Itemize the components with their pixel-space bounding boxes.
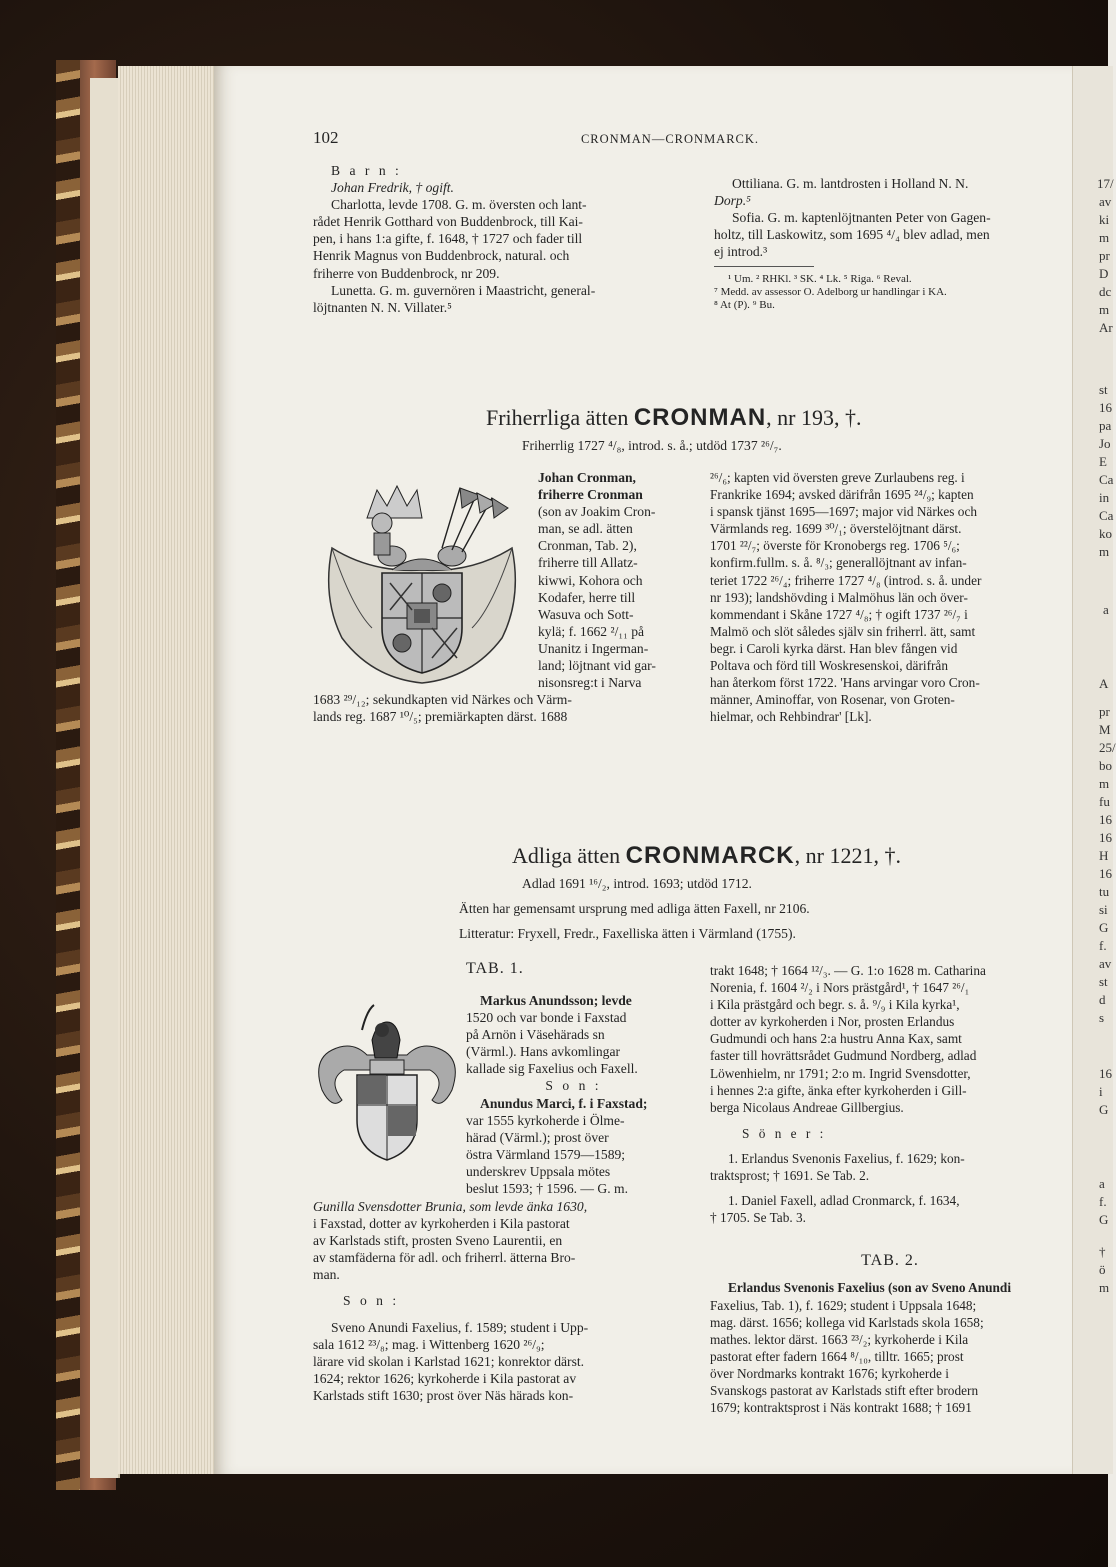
next-page-fragment: ö [1099,1262,1106,1277]
text-line: friherre till Allatz- [538,555,638,571]
next-page-fragment: G [1099,1212,1109,1227]
cronman-coat-of-arms-icon [312,478,532,692]
next-page-fragment: m [1099,230,1110,245]
text-line: Poltava och förd till Woskresenskoi, därifrån [710,658,948,674]
next-page-fragment: Jo [1099,436,1111,451]
tab2-heading: TAB. 2. [861,1252,919,1270]
text-line: ²⁶/₆; kapten vid översten greve Zurlaubens reg. i [710,470,965,485]
text-line: lärare vid skolan i Karlstad 1621; konrektor därst. [313,1353,585,1369]
cronman-left-narrow [538,469,681,691]
next-page-fragment: m [1099,544,1110,559]
text-line: Johan Fredrik, † ogift. [331,180,454,196]
next-page-fragment: ki [1099,212,1110,227]
next-page-fragment: G [1099,1102,1109,1117]
next-page-fragment: a [1099,1176,1105,1191]
text-line: Ottiliana. G. m. lantdrosten i Holland N. N. [732,176,969,191]
text-line: berga Nicolaus Andreae Gillbergius. [710,1099,904,1115]
next-page-fragment: f. [1099,1194,1107,1209]
text-line: 1683 ²⁹/₁₂; sekundkapten vid Närkes och Värm- [313,692,572,707]
next-page-fragment: pa [1099,418,1112,433]
text-line: friherre von Buddenbrock, nr 209. [313,265,500,281]
next-page-fragment: m [1099,1280,1110,1295]
cronmarck-left-full [313,1198,681,1404]
text-line: pen, i hans 1:a gifte, f. 1648, † 1727 och fader till [313,231,583,247]
next-page-fragment: Ca [1099,472,1114,487]
text-line: 1. Daniel Faxell, adlad Cronmarck, f. 1634, [728,1193,960,1209]
text-line: Johan Cronman, [538,470,636,485]
text-line: över Nordmarks kontrakt 1676; kyrkoherde i [710,1365,949,1381]
text-line: kallade sig Faxelius och Faxell. [466,1061,638,1077]
text-line: kylä; f. 1662 ²/₁₁ på [538,623,645,639]
section-heading-cronman [486,404,862,432]
text-line: dotter av kyrkoherden i Nor, prosten Erlandus [710,1014,955,1030]
text-line: nr 193); landshövding i Malmöhus län och över- [710,589,968,605]
next-page-fragment: A [1099,676,1109,691]
text-line: hielmar, och Rehbindrar' [Lk]. [710,709,872,725]
text-line: Värmlands reg. 1699 ³⁰/₁; överstelöjtnant därst. [710,521,962,537]
text-line: sala 1612 ²³/₈; mag. i Wittenberg 1620 ²⁶/₉; [313,1336,545,1352]
next-page-fragment: f. [1099,938,1107,953]
text-line: Frankrike 1694; avsked därifrån 1695 ²⁴/₉; kapten [710,487,974,503]
text-line: Unanitz i Ingerman- [538,640,649,656]
text-line: rådet Henrik Gotthard von Buddenbrock, till Kai- [313,214,583,230]
cronman-right-column [710,469,1070,725]
section-subtitle: Friherrlig 1727 ⁴/₈, introd. s. å.; utdöd 1737 ²⁶/₇. [522,438,782,453]
cronman-left-full [313,691,681,725]
text-line: man. [313,1267,340,1283]
next-page-fragment: 17/ [1097,176,1114,191]
top-left-column [313,162,683,316]
footnote: ⁷ Medd. av assessor O. Adelborg ur handlingar i KA. [714,286,947,299]
heading-prefix: Friherrliga ätten [486,405,629,430]
text-line: i Kila prästgård och begr. s. å. ⁹/₉ i Kila kyrka¹, [710,997,960,1013]
next-page-fragment: H [1099,848,1109,863]
heading-suffix: , nr 1221, †. [794,843,901,868]
next-page-fragment: st [1099,382,1108,397]
text-line: holtz, till Laskowitz, som 1695 ⁴/₄ blev adlad, men [714,227,990,243]
next-page-fragment: av [1099,194,1112,209]
running-head: CRONMAN—CRONMARCK. [580,132,760,146]
section-note: Ätten har gemensamt ursprung med adliga ätten Faxell, nr 2106. [459,901,810,916]
text-line: man, se adl. ätten [538,521,633,537]
text-line: var 1555 kyrkoherde i Ölme- [466,1112,625,1128]
next-page-fragment: st [1099,974,1108,989]
text-line: männer, Aminoffar, von Rosenar, von Groten- [710,692,955,708]
text-line: Löwenhielm, nr 1791; 2:o m. Ingrid Svensdotter, [710,1065,971,1081]
next-page-fragment: 16 [1099,812,1112,827]
next-page-fragment: s [1099,1010,1105,1025]
son-heading: S o n : [343,1293,400,1309]
cronmarck-coat-of-arms-icon [312,1000,462,1165]
next-page-fragment: m [1099,302,1110,317]
text-line: Malmö och slöt således själv sin friherrl. ätt, samt [710,623,976,639]
text-line: Markus Anundsson; levde [480,993,632,1008]
text-line: i spansk tjänst 1695—1697; major vid Närkes och [710,504,978,520]
text-line: av stamfäderna för adl. och friherrl. ätterna Bro- [313,1250,576,1266]
text-line: lands reg. 1687 ¹⁰/₅; premiärkapten därst. 1688 [313,709,568,725]
next-page-fragment: m [1099,776,1110,791]
footnote: ¹ Um. ² RHKl. ³ SK. ⁴ Lk. ⁵ Riga. ⁶ Reval. [728,273,912,286]
next-page-fragment: d [1099,992,1106,1007]
text-line: pastorat efter fadern 1664 ⁸/₁₀, tilltr. 1665; prost [710,1348,964,1364]
next-page-fragment: 16 [1099,400,1112,415]
text-line: i hennes 2:a gifte, änka efter kyrkoherden i Gill- [710,1082,967,1098]
next-page-fragment: Ar [1099,320,1113,335]
text-line: traktsprost; † 1691. Se Tab. 2. [710,1168,870,1184]
next-page-fragment: tu [1099,884,1110,899]
heading-name: CRONMAN [633,404,767,431]
text-line: nisonsreg:t i Narva [538,675,642,691]
footnote-rule [714,266,814,267]
cronmarck-left-narrow [466,992,681,1197]
text-line: Anundus Marci, f. i Faxstad; [480,1095,648,1111]
text-line: östra Värmland 1579—1589; [466,1146,626,1162]
section-subtitle: Adlad 1691 ¹⁶/₂, introd. 1693; utdöd 1712. [522,876,752,891]
text-line: † 1705. Se Tab. 3. [710,1210,806,1226]
text-line: underskrev Uppsala mötes [466,1163,611,1179]
page-edges [118,66,216,1474]
tab1-heading: TAB. 1. [466,960,524,977]
text-line: friherre Cronman [538,487,643,503]
text-line: Sveno Anundi Faxelius, f. 1589; student i Upp- [331,1319,589,1335]
text-line: (son av Joakim Cron- [538,504,656,520]
text-line: 1. Erlandus Svenonis Faxelius, f. 1629; kon- [728,1150,965,1166]
soner-heading: S ö n e r : [742,1125,827,1141]
text-line: Norenia, f. 1604 ²/₂ i Nors prästgård¹, † 1647 ²⁶/₁ [710,980,970,996]
text-line: 1624; rektor 1626; kyrkoherde i Kila pastorat av [313,1370,577,1386]
next-page-fragment: † [1099,1244,1106,1259]
page-number: 102 [313,128,339,147]
next-page-fragment: G [1099,920,1109,935]
next-page-fragment: 16 [1099,866,1112,881]
text-line: Gunilla Svensdotter Brunia, som levde änka 1630, [313,1199,588,1214]
text-line: kiwwi, Kohora och [538,572,643,588]
next-page-fragment: D [1099,266,1109,281]
next-page-fragment: si [1099,902,1108,917]
barn-heading: B a r n : [331,163,402,178]
text-line: Gudmundi och hans 2:a hustru Anna Kax, samt [710,1031,962,1047]
text-line: begr. i Caroli kyrka därst. Han blev fången vid [710,640,958,656]
next-page-fragment: pr [1099,704,1110,719]
next-page-fragment: bo [1099,758,1112,773]
heading-prefix: Adliga ätten [512,843,621,868]
text-line: av Karlstads stift, prosten Sveno Laurentii, en [313,1233,563,1249]
marbled-edge [56,60,80,1490]
literature-note: Litteratur: Fryxell, Fredr., Faxelliska ätten i Värmland (1755). [459,926,796,941]
text-line: Svanskogs pastorat av Karlstads stift efter brodern [710,1382,979,1398]
next-page-fragment: 16 [1099,1066,1112,1081]
text-line: löjtnanten N. N. Villater.⁵ [313,299,452,315]
next-page-fragment: in [1099,490,1110,505]
footnote: ⁸ At (P). ⁹ Bu. [714,299,775,312]
next-page-fragment: fu [1099,794,1110,809]
next-page-fragment: i [1099,1084,1103,1099]
text-line: 1701 ²²/₇; överste för Kronobergs reg. 1706 ⁵/₆; [710,538,960,554]
text-line: Erlandus Svenonis Faxelius (son av Sveno Anundi [728,1280,1012,1296]
next-page-fragment: ko [1099,526,1112,541]
next-page-fragment: pr [1099,248,1110,263]
text-line: Henrik Magnus von Buddenbrock, natural. och [313,248,570,264]
text-line: faster till hovrättsrådet Gudmund Nordberg, adlad [710,1048,977,1064]
text-line: Kodafer, herre till [538,589,636,605]
next-page-fragment: Ca [1099,508,1114,523]
next-page-fragment: E [1099,454,1107,469]
text-line: konfirm.fullm. s. å. ⁸/₃; generallöjtnant av infan- [710,555,967,571]
text-line: mathes. lektor därst. 1663 ²³/₂; kyrkoherde i Kila [710,1331,969,1347]
text-line: på Arnön i Väsehärads sn [466,1027,605,1043]
text-line: land; löjtnant vid gar- [538,658,656,674]
text-line: han återkom först 1722. 'Hans arvingar voro Cron- [710,675,980,691]
next-page-fragment: 25/ [1099,740,1116,755]
text-line: Karlstads stift 1630; prost över Näs härads kon- [313,1387,574,1403]
top-right-column [714,175,1069,312]
text-line: Charlotta, levde 1708. G. m. översten och lant- [331,197,587,213]
text-line: ej introd.³ [714,244,768,260]
text-line: teriet 1722 ²⁶/₄; friherre 1727 ⁴/₈ (introd. s. å. under [710,572,982,588]
text-line: (Värml.). Hans avkomlingar [466,1044,621,1060]
son-heading: S o n : [545,1078,602,1094]
next-page-fragment: a [1103,602,1109,617]
text-line: mag. därst. 1656; kollega vid Karlstads skola 1658; [710,1314,984,1330]
text-line: Cronman, Tab. 2), [538,538,637,554]
text-line: i Faxstad, dotter av kyrkoherden i Kila pastorat [313,1216,570,1232]
text-line: Wasuva och Sott- [538,606,634,622]
cronmarck-right-column [710,962,1070,1416]
next-page-fragment: dc [1099,284,1112,299]
text-line: beslut 1593; † 1596. — G. m. [466,1181,628,1197]
heading-suffix: , nr 193, †. [766,405,862,430]
text-line: Dorp.⁵ [714,193,751,209]
section-heading-cronmarck [512,842,901,870]
text-line: trakt 1648; † 1664 ¹²/₃. — G. 1:o 1628 m. Catharina [710,963,986,978]
text-line: Faxelius, Tab. 1), f. 1629; student i Uppsala 1648; [710,1297,977,1313]
text-line: Sofia. G. m. kaptenlöjtnanten Peter von Gagen- [732,210,991,226]
text-line: 1679; kontraktsprost i Näs kontrakt 1688; † 1691 [710,1400,972,1416]
next-page-fragment: M [1099,722,1111,737]
text-line: kommendant i Skåne 1727 ⁴/₈; † ogift 1737 ²⁶/₇ i [710,606,968,622]
text-line: härad (Värml.); prost över [466,1129,609,1145]
inner-spine [90,78,120,1478]
next-page-fragment: av [1099,956,1112,971]
heading-name: CRONMARCK [625,842,795,869]
next-page-edge [1072,66,1116,1474]
text-line: 1520 och var bonde i Faxstad [466,1010,627,1026]
text-line: Lunetta. G. m. guvernören i Maastricht, general- [331,282,596,298]
next-page-fragment: 16 [1099,830,1112,845]
